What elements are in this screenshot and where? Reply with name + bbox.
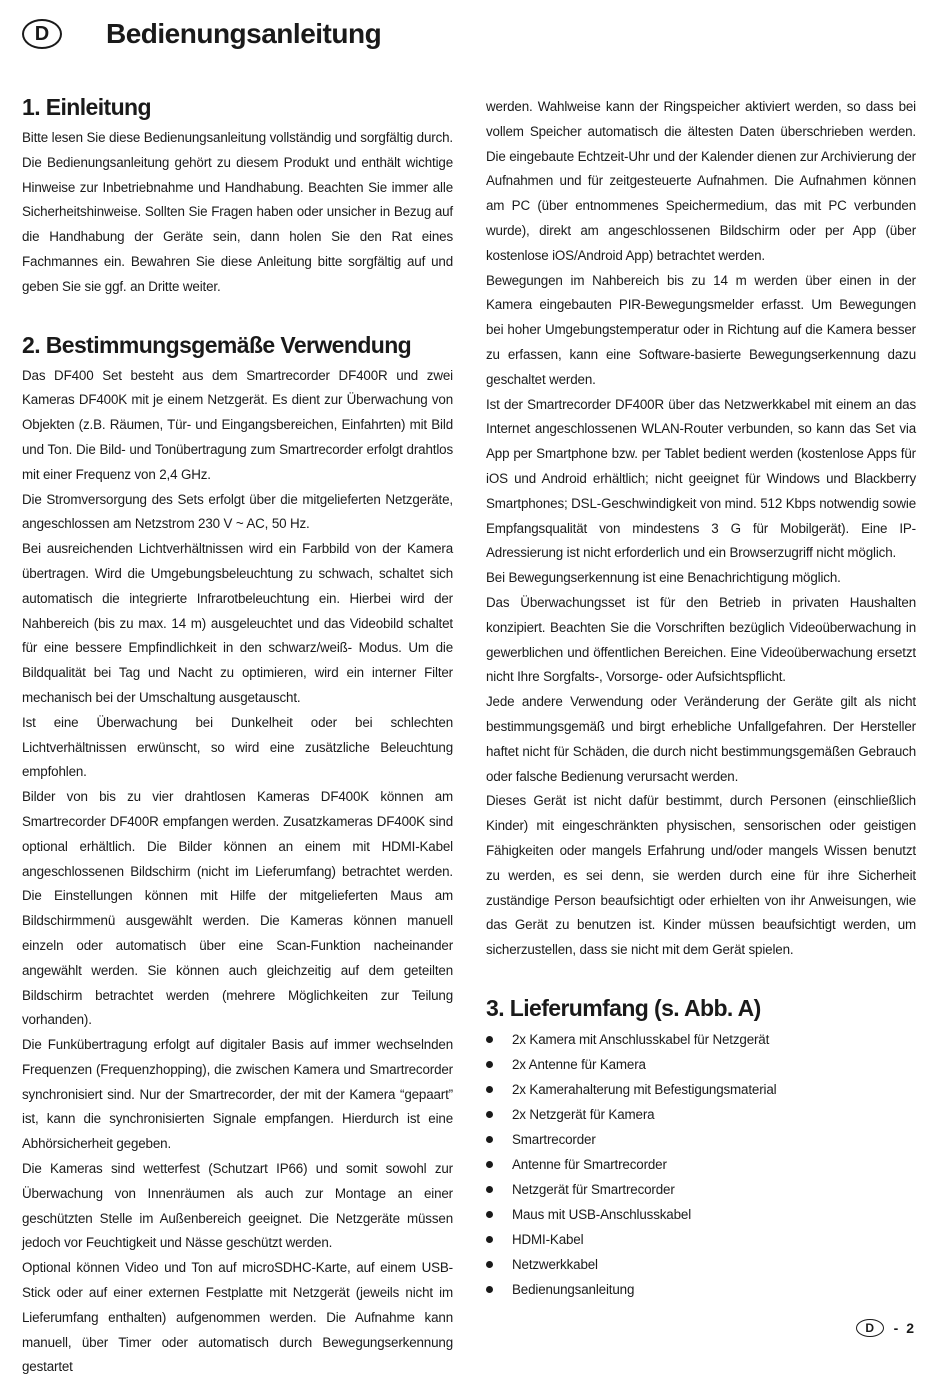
usage-paragraph-continued: Ist der Smartrecorder DF400R über das Netzwerkkabel mit einem an das Internet angeschlossenen WLAN-Router verbunden, so kann das Set via App per Smartphone bzw. per Tablet bedient werden (kostenlose Apps für iOS und Android erhältlich; nicht geeignet für Windows und Blackberry Smartphones; DSL-Geschwindigkeit von mind. 512 Kbps notwendig sowie Empfangsqualität von mindestens 3 G für Mobilgerät). Eine IP-Adressierung ist nicht erforderlich und ein Browserzugriff nicht möglich. xyxy=(486,396,916,561)
usage-paragraph: Das DF400 Set besteht aus dem Smartrecorder DF400R und zwei Kameras DF400K mit je einem Netzgerät. Es dient zur Überwachung von Objekten (z.B. Räumen, Tür- und Eingangsbereichen, Einfahrten) mit Bild und Ton. Die Bild- und Tonübertragung zum Smartrecorder erfolgt drahtlos mit einer Frequenz von 2,4 GHz. xyxy=(22,367,453,482)
language-badge: D xyxy=(22,19,62,49)
list-item-label: 2x Antenne für Kamera xyxy=(512,1056,646,1072)
page-footer xyxy=(856,1319,916,1337)
usage-paragraph-continued: Jede andere Verwendung oder Veränderung der Geräte gilt als nicht bestimmungsgemäß und birgt erhebliche Unfallgefahren. Der Hersteller haftet nicht für Schäden, die durch nicht bestimmungsgemäßen Gebrauch oder falsche Bedienung verursacht werden. xyxy=(486,694,916,784)
bullet-icon xyxy=(486,1161,493,1168)
page-header xyxy=(22,14,382,54)
usage-paragraph: Bei ausreichenden Lichtverhältnissen wird ein Farbbild von der Kamera übertragen. Wird die Umgebungsbeleuchtung zu schwach, schaltet sich automatisch die integrierte Infrarotbeleuchtung ein. Hierbei wird der Nahbereich (bis zu max. 14 m) ausgeleuchtet und das Videobild schaltet für eine bessere Empfindlichkeit in den schwarz/weiß- Modus. Um die Bildqualität bei Tag und Nacht zu optimieren, wird ein interner Filter mechanisch bei der Umschaltung ausgetauscht. xyxy=(22,541,453,705)
list-item xyxy=(486,1077,916,1102)
section-title-intro: 1. Einleitung xyxy=(22,94,151,120)
usage-paragraph-continued: Das Überwachungsset ist für den Betrieb in privaten Haushalten konzipiert. Beachten Sie die Vorschriften bezüglich Videoüberwachung in gewerblichen und öffentlichen Bereichen. Eine Videoüberwachung ersetzt nicht Ihre Sorgfalts-, Vorsorge- oder Aufsichtspflicht. xyxy=(486,594,916,685)
bullet-icon xyxy=(486,1136,493,1143)
bullet-icon xyxy=(486,1286,493,1293)
list-item-label: Smartrecorder xyxy=(512,1131,596,1147)
usage-paragraph-continued: Dieses Gerät ist nicht dafür bestimmt, durch Personen (einschließlich Kinder) mit eingeschränkten physischen, sensorischen oder geistigen Fähigkeiten oder mangels Erfahrung und/oder mangels Wissen benutzt zu werden, es sei denn, sie werden durch eine für ihre Sicherheit zuständige Person beaufsichtigt oder erhielten von ihr Anweisungen, wie das Gerät zu benutzen ist. Kinder müssen beaufsichtigt werden, um sicherzustellen, dass sie nicht mit dem Gerät spielen. xyxy=(486,793,916,958)
list-item xyxy=(486,1202,916,1227)
list-item xyxy=(486,1252,916,1277)
bullet-icon xyxy=(486,1211,493,1218)
bullet-icon xyxy=(486,1111,493,1118)
intro-paragraph: Bitte lesen Sie diese Bedienungsanleitung vollständig und sorgfältig durch. Die Bedienungsanleitung gehört zu diesem Produkt und enthält wichtige Hinweise zur Inbetriebnahme und Handhabung. Beachten Sie immer alle Sicherheitshinweise. Sollten Sie Fragen haben oder unsicher in Bezug auf die Handhabung der Geräte sein, dann holen Sie den Rat eines Fachmannes ein. Bewahren Sie diese Anleitung bitte sorgfältig auf und geben Sie sie ggf. an Dritte weiter. xyxy=(22,130,453,294)
list-item-label: HDMI-Kabel xyxy=(512,1231,584,1247)
bullet-icon xyxy=(486,1061,493,1068)
document-title: Bedienungsanleitung xyxy=(106,18,382,49)
left-column xyxy=(22,92,453,1380)
list-item xyxy=(486,1102,916,1127)
bullet-icon xyxy=(486,1261,493,1268)
contents-list xyxy=(486,1027,916,1302)
usage-paragraph-continued: werden. Wahlweise kann der Ringspeicher aktiviert werden, so dass bei vollem Speicher automatisch die ältesten Daten überschrieben werden. Die eingebaute Echtzeit-Uhr und der Kalender dienen zur Archivierung der Aufnahmen und für zeitgesteuerte Aufnahmen. Die Aufnahmen können am PC (über entnommenes Speichermedium, das mit PC verbunden wurde), direkt am angeschlossenen Bildschirm oder per App (über kostenlose iOS/Android App) betrachtet werden. xyxy=(486,99,916,263)
footer-language-badge: D xyxy=(856,1319,884,1337)
usage-paragraph-continued: Bewegungen im Nahbereich bis zu 14 m werden über einen in der Kamera eingebauten PIR-Bewegungsmelder erfasst. Um Bewegungen bei hoher Umgebungstemperatur oder in Richtung auf die Kamera besser zu erfassen, kann eine Software-basierte Bewegungserkennung dazu geschaltet werden. xyxy=(486,272,916,387)
list-item xyxy=(486,1227,916,1252)
list-item-label: 2x Kamerahalterung mit Befestigungsmaterial xyxy=(512,1081,777,1097)
usage-paragraph-continued: Bei Bewegungserkennung ist eine Benachrichtigung möglich. xyxy=(486,570,841,586)
usage-paragraph: Die Funkübertragung erfolgt auf digitaler Basis auf immer wechselnden Frequenzen (Frequenzhopping), die zwischen Kamera und Smartrecorder synchronisiert sind. Nur der Smartrecorder, der mit der Kamera “gepaart” ist, kann die synchronisierten Signale empfangen. Hierdurch ist eine Abhörsicherheit gegeben. xyxy=(22,1037,453,1152)
usage-paragraph: Ist eine Überwachung bei Dunkelheit oder bei schlechten Lichtverhältnissen erwünscht, so wird eine zusätzliche Beleuchtung empfohlen. xyxy=(22,714,453,780)
list-item xyxy=(486,1052,916,1077)
list-item xyxy=(486,1177,916,1202)
list-item xyxy=(486,1152,916,1177)
bullet-icon xyxy=(486,1086,493,1093)
usage-paragraph: Bilder von bis zu vier drahtlosen Kameras DF400K können am Smartrecorder DF400R empfangen werden. Zusatzkameras DF400K sind optional erhältlich. Die Bilder können an einem mit HDMI-Kabel angeschlossenen Bildschirm (nicht im Lieferumfang) betrachtet werden. Die Einstellungen können mit Hilfe der mitgelieferten Maus am Bildschirmmenü ausgewählt werden. Die Kameras können manuell einzeln oder automatisch über eine Scan-Funktion nacheinander angewählt werden. Sie können auch gleichzeitig auf dem geteilten Bildschirm betrachtet werden (mehrere Möglichkeiten zur Teilung vorhanden). xyxy=(22,789,453,1028)
list-item xyxy=(486,1027,916,1052)
bullet-icon xyxy=(486,1236,493,1243)
list-item-label: 2x Kamera mit Anschlusskabel für Netzgerät xyxy=(512,1031,770,1047)
section-title-usage: 2. Bestimmungsgemäße Verwendung xyxy=(22,331,412,358)
list-item xyxy=(486,1277,916,1302)
list-item-label: Netzgerät für Smartrecorder xyxy=(512,1181,675,1197)
usage-paragraph: Optional können Video und Ton auf microSDHC-Karte, auf einem USB-Stick oder auf einer externen Festplatte mit Netzgerät (jeweils nicht im Lieferumfang enthalten) aufgenommen werden. Die Aufnahme kann manuell, über Timer oder automatisch durch Bewegungserkennung gestartet xyxy=(22,1260,453,1375)
bullet-icon xyxy=(486,1036,493,1043)
right-column xyxy=(486,95,916,1302)
list-item xyxy=(486,1127,916,1152)
list-item-label: Maus mit USB-Anschlusskabel xyxy=(512,1206,692,1222)
page-number: - 2 xyxy=(893,1320,916,1336)
list-item-label: Netzwerkkabel xyxy=(512,1256,598,1272)
usage-paragraph: Die Stromversorgung des Sets erfolgt über die mitgelieferten Netzgeräte, angeschlossen am Netzstrom 230 V ~ AC, 50 Hz. xyxy=(22,491,453,532)
list-item-label: 2x Netzgerät für Kamera xyxy=(512,1106,655,1122)
list-item-label: Antenne für Smartrecorder xyxy=(512,1156,667,1172)
section-title-contents: 3. Lieferumfang (s. Abb. A) xyxy=(486,994,761,1021)
bullet-icon xyxy=(486,1186,493,1193)
list-item-label: Bedienungsanleitung xyxy=(512,1281,635,1297)
usage-paragraph: Die Kameras sind wetterfest (Schutzart IP66) und somit sowohl zur Überwachung von Innenräumen als auch zur Montage an einer geschützten Stelle im Außenbereich geeignet. Die Netzgeräte müssen jedoch vor Feuchtigkeit und Nässe geschützt werden. xyxy=(22,1161,453,1251)
